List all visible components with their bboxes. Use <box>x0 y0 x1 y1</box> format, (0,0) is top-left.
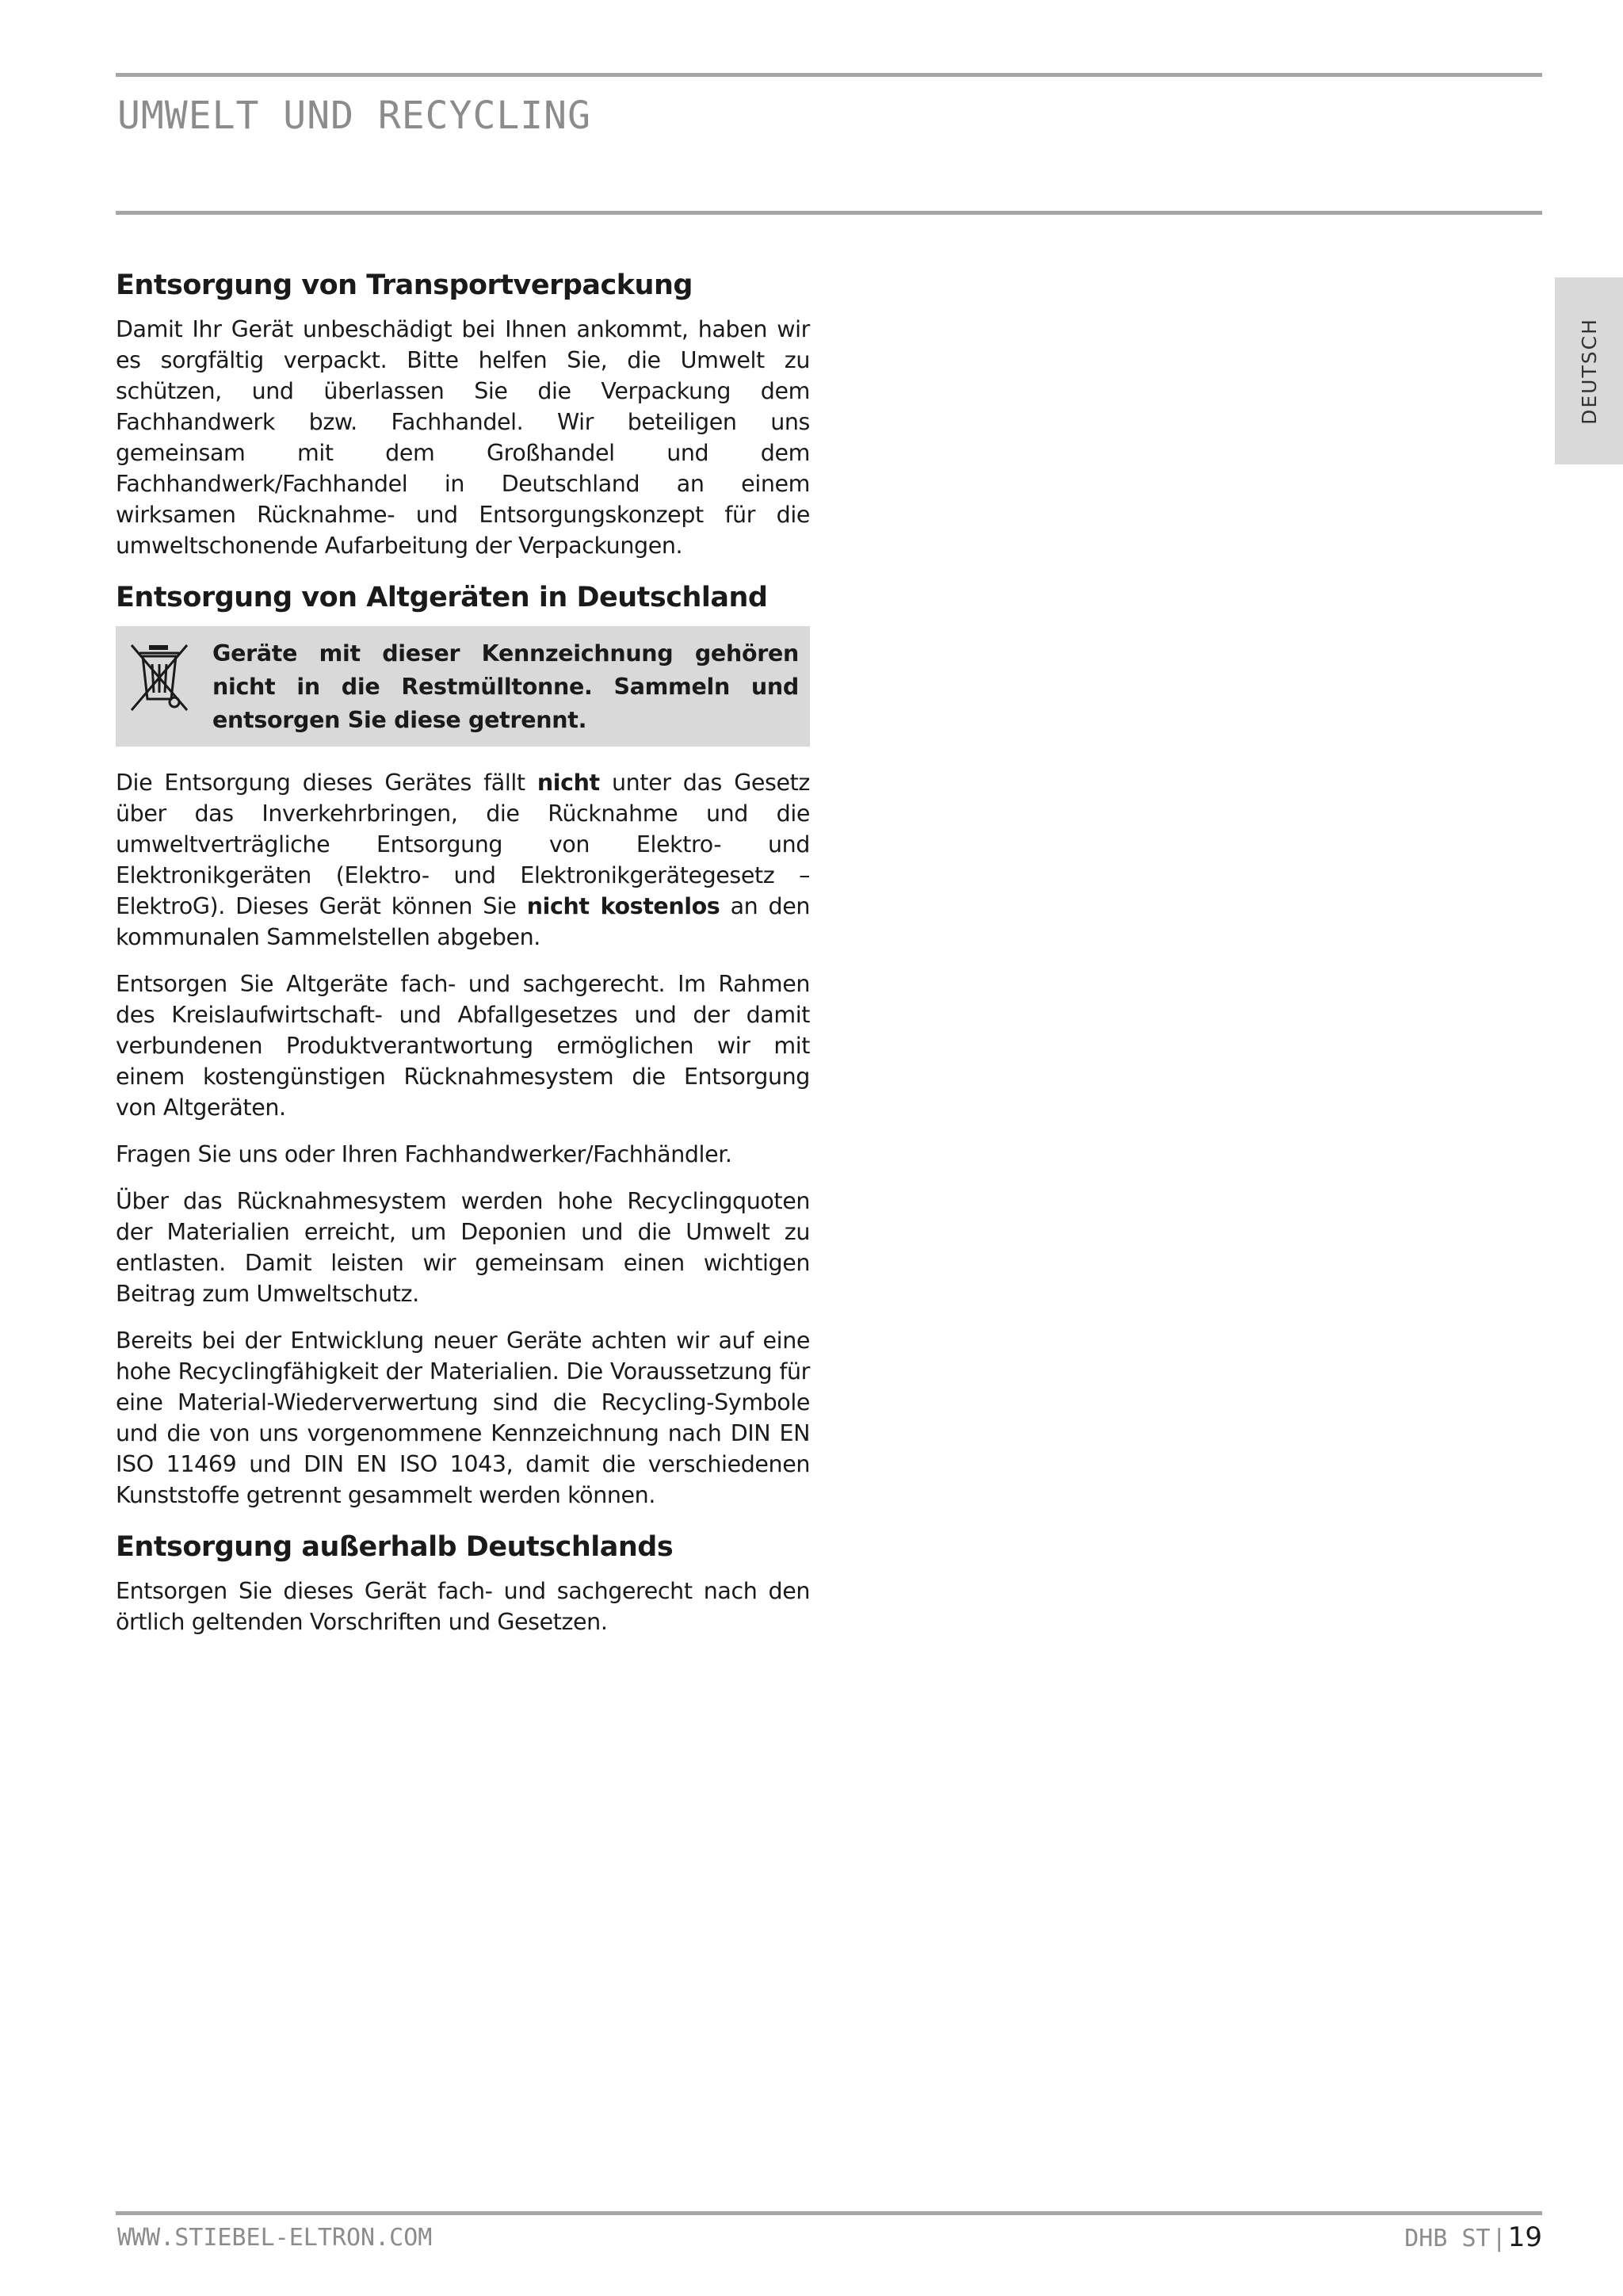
disposal-note-text: Geräte mit dieser Kennzeichnung gehören nicht in die Restmülltonne. Sammeln und entsorgen Sie diese getrennt. <box>212 640 799 733</box>
text-run: Die Entsorgung dieses Gerätes fällt <box>116 770 537 796</box>
section-heading-transport-packaging: Entsorgung von Transportverpackung <box>116 269 693 301</box>
paragraph-proper-disposal: Entsorgen Sie Altgeräte fach- und sachgerecht. Im Rahmen des Kreislaufwirtschaft- und Abfallgesetzes und der damit verbundenen Produktverantwortung ermöglichen wir mit einem kostengünstigen Rücknahmesystem die Entsorgung von Altgeräten. <box>116 971 810 1121</box>
paragraph-elektrog <box>116 767 810 953</box>
language-tab-label: DEUTSCH <box>1577 317 1601 425</box>
paragraph-recycling-quotas: Über das Rücknahmesystem werden hohe Recyclingquoten der Materialien erreicht, um Deponien und die Umwelt zu entlasten. Damit leisten wir gemeinsam einen wichtigen Beitrag zum Umweltschutz. <box>116 1188 810 1307</box>
page-title: UMWELT UND RECYCLING <box>117 94 591 138</box>
text-run: unter das Gesetz über das Inverkehrbringen, die Rücknahme und die umweltverträgliche Entsorgung von Elektro- und Elektronikgeräten (Elektro- und Elektronikgerätegesetz – ElektroG). Dieses Gerät können Sie <box>116 770 810 919</box>
footer-page-info <box>1404 2222 1542 2253</box>
paragraph-recyclability: Bereits bei der Entwicklung neuer Geräte achten wir auf eine hohe Recyclingfähigkeit der Materialien. Die Voraussetzung für eine Material-Wiederverwertung sind die Recycling-Symbole und die von uns vorgenommene Kennzeichnung nach DIN EN ISO 11469 und DIN EN ISO 1043, damit die verschiedenen Kunststoffe getrennt gesammelt werden können. <box>116 1328 810 1508</box>
footer-rule <box>116 2211 1542 2215</box>
content-column <box>116 269 810 1653</box>
section-heading-old-devices-germany: Entsorgung von Altgeräten in Deutschland <box>116 582 768 613</box>
text-run: an den kommunalen Sammelstellen abgeben. <box>116 893 810 950</box>
footer-document-code: DHB ST <box>1404 2225 1491 2252</box>
section-heading-outside-germany: Entsorgung außerhalb Deutschlands <box>116 1531 674 1563</box>
disposal-note-box <box>116 626 810 747</box>
header-rule <box>116 211 1542 215</box>
paragraph-transport-packaging: Damit Ihr Gerät unbeschädigt bei Ihnen ankommt, haben wir es sorgfältig verpackt. Bitte helfen Sie, die Umwelt zu schützen, und überlassen Sie die Verpackung dem Fachhandwerk bzw. Fachhandel. Wir beteiligen uns gemeinsam mit dem Großhandel und dem Fachhandwerk/Fachhandel in Deutschland an einem wirksamen Rücknahme- und Entsorgungskonzept für die umweltschonende Aufarbeitung der Verpackungen. <box>116 316 810 559</box>
emphasis-nicht: nicht <box>537 770 600 796</box>
paragraph-outside-germany: Entsorgen Sie dieses Gerät fach- und sachgerecht nach den örtlich geltenden Vorschriften und Gesetzen. <box>116 1578 810 1635</box>
paragraph-ask-us: Fragen Sie uns oder Ihren Fachhandwerker/Fachhändler. <box>116 1141 732 1167</box>
top-rule <box>116 73 1542 77</box>
footer-separator: | <box>1495 2225 1503 2252</box>
footer-website: WWW.STIEBEL-ELTRON.COM <box>117 2224 433 2252</box>
page-number: 19 <box>1507 2222 1542 2253</box>
crossed-out-wheelie-bin-icon <box>125 637 212 716</box>
language-tab <box>1555 277 1623 464</box>
emphasis-nicht-kostenlos: nicht kostenlos <box>526 893 720 919</box>
